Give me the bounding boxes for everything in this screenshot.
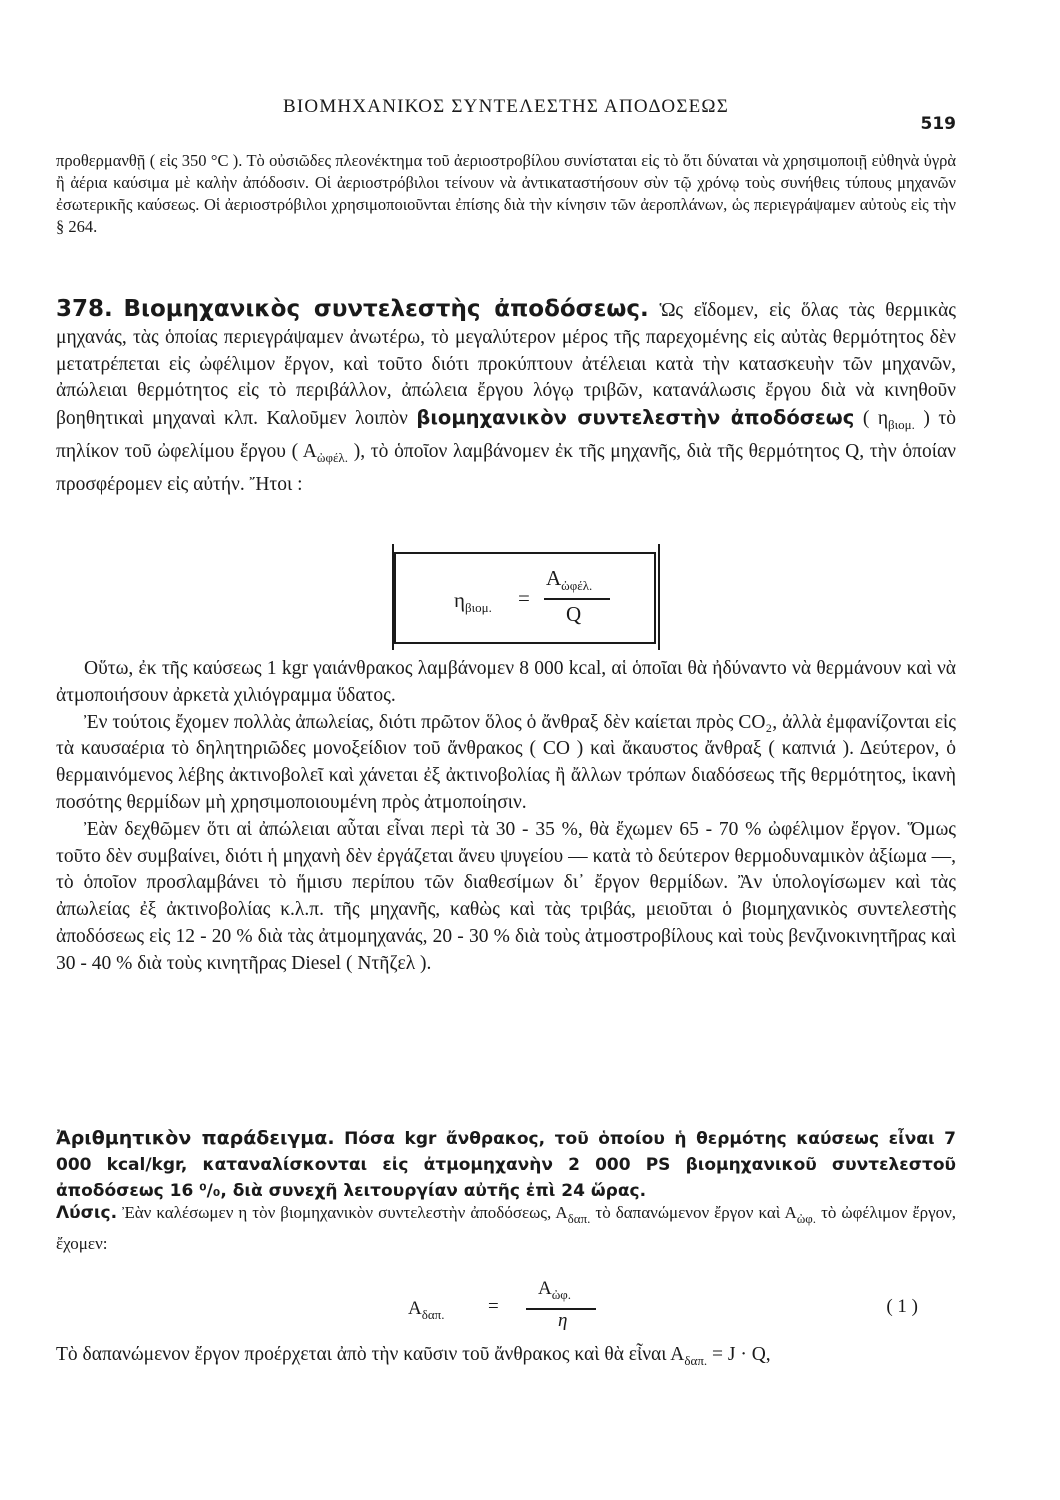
eq1-equals: =	[488, 1296, 499, 1317]
section-paragraph	[56, 296, 956, 499]
solution	[56, 1200, 956, 1256]
final-text: Τὸ δαπανώμενον ἔργον προέρχεται ἀπὸ τὴν καῦσιν τοῦ ἄνθρακος καὶ θὰ εἶναι $A_{\delta\alpha\pi.} = J \cdot Q$,	[56, 1344, 771, 1368]
eq1-lhs: $A_{\delta\alpha\pi.}$	[408, 1298, 445, 1322]
solution-label: Λύσις.	[56, 1203, 118, 1223]
section-text-a: Ὡς εἴδομεν, εἰς ὅλας τὰς θερμικὰς μηχανάς, τὰς ὁποίας περιεγράψαμεν ἀνωτέρω, τὸ μεγαλύτερον μέρος τῆς παρεχομένης εἰς αὐτὰς θερμότητος δὲν μετατρέπεται εἰς ὠφέλιμον ἔργον, καὶ τοῦτο διότι προκύπτουν ἀτέλειαι κατὰ τὴν κατασκευὴν τῶν μηχανῶν, ἀπώλειαι θερμότητος εἰς τὸ περιβάλλον, ἀπώλεια ἔργου λόγῳ τριβῶν, κατανάλωσις ἔργου διὰ νὰ κινηθοῦν βοηθητικαὶ μηχαναὶ κλπ. Καλοῦμεν λοιπὸν	[56, 300, 957, 430]
page-number: 519	[920, 114, 956, 134]
body-paragraph-1: Οὕτω, ἐκ τῆς καύσεως 1 kgr γαιάνθρακος λαμβάνομεν 8 000 kcal, αἱ ὁποῖαι θὰ ἠδύναντο νὰ θερμάνουν καὶ νὰ ἀτμοποιήσουν ἀρκετὰ χιλιόγραμμα ὕδατος.	[56, 658, 956, 706]
body-text	[56, 656, 956, 978]
example-text: Πόσα kgr ἄνθρακος, τοῦ ὁποίου ἡ θερμότης καύσεως εἶναι 7 000 kcal/kgr, καταναλίσκονται εἰς ἀτμομηχανὴν 2 000 PS βιομηχανικοῦ συντελεστοῦ ἀποδόσεως 16 ⁰/₀, διὰ συνεχῆ λειτουργίαν αὐτῆς ἐπὶ 24 ὥρας.	[56, 1129, 956, 1201]
eta-subscript: βιομ.	[888, 417, 915, 433]
body-paragraph-3: Ἐὰν δεχθῶμεν ὅτι αἱ ἀπώλειαι αὗται εἶναι περὶ τὰ 30 - 35 %, θὰ ἔχωμεν 65 - 70 % ὠφέλιμον ἔργον. Ὅμως τοῦτο δὲν συμβαίνει, διότι ἡ μηχανὴ δὲν ἐργάζεται ἄνευ ψυγείου — κατὰ τὸ δεύτερον θερμοδυναμικὸν ἀξίωμα —, τὸ ὁποῖον προσλαμβάνει τὸ ἥμισυ περίπου τῶν διαθεσίμων δι᾽ ἔργον θερμίδων. Ἂν ὑπολογίσωμεν καὶ τὰς ἀπωλείας ἐξ ἀκτινοβολίας κ.λ.π. τῆς μηχανῆς, καθὼς καὶ τὰς τριβάς, μειοῦται ὁ βιομηχανικὸς συντελεστὴς ἀποδόσεως εἰς 12 - 20 % διὰ τὰς ἀτμομηχανάς, 20 - 30 % διὰ τοὺς ἀτμοστροβίλους καὶ τοὺς βενζινοκινητῆρας καὶ 30 - 40 % διὰ τοὺς κινητῆρας Diesel ( Ντῆζελ ).	[56, 818, 956, 974]
solution-text: Λύσις. Ἐὰν καλέσωμεν η τὸν βιομηχανικὸν συντελεστὴν ἀποδόσεως, $A_{\delta\alpha\pi.}$ τὸ δαπανώμενον ἔργον καὶ $A_{ὠ\varphi.}$ τὸ ὠφέλιμον ἔργον, ἔχομεν:	[56, 1203, 957, 1253]
eq1-denominator: η	[558, 1310, 568, 1331]
example-title: Ἀριθμητικὸν παράδειγμα.	[56, 1127, 335, 1149]
section-number: 378.	[56, 296, 113, 322]
section-title: Βιομηχανικὸς συντελεστὴς ἀποδόσεως.	[123, 296, 649, 322]
example-statement	[56, 1125, 956, 1204]
final-line	[56, 1342, 956, 1375]
formula-lhs: $\eta_{\beta\iota o\mu.}$	[454, 588, 492, 615]
section-text-d: ), τὸ ὁποῖον λαμβάνομεν ἐκ τῆς μηχανῆς, διὰ τῆς θερμότητος Q, τὴν ὁποίαν προσφέρομεν εἰς αὐτήν. Ἤτοι :	[56, 440, 957, 495]
a-subscript: ὠφέλ.	[316, 449, 348, 465]
intro-paragraph: προθερμανθῇ ( εἰς 350 °C ). Τὸ οὐσιῶδες πλεονέκτημα τοῦ ἀεριοστροβίλου συνίσταται εἰς τὸ ὅτι δύναται νὰ χρησιμοποιῇ εὐθηνὰ ὑγρὰ ἢ ἀέρια καύσιμα μὲ καλὴν ἀπόδοσιν. Οἱ ἀεριοστρόβιλοι τείνουν νὰ ἀντικαταστήσουν σὺν τῷ χρόνῳ τοὺς συνήθεις τύπους μηχανῶν ἐσωτερικῆς καύσεως. Οἱ ἀεριοστρόβιλοι χρησιμοποιοῦνται ἐπίσης διὰ τὴν κίνησιν τῶν ἀεροπλάνων, ὡς περιεγράψαμεν αὐτοὺς εἰς τὴν § 264.	[56, 151, 956, 236]
formula-equals: =	[518, 586, 530, 610]
fraction-bar	[544, 598, 610, 600]
equation-1	[56, 1276, 956, 1336]
section-text-b: ( η	[862, 408, 889, 430]
efficiency-formula	[394, 552, 656, 644]
body-paragraph-2: Ἐν τούτοις ἔχομεν πολλὰς ἀπωλείας, διότι πρῶτον ὅλος ὁ ἄνθραξ δὲν καίεται πρὸς CO₂, ἀλλὰ ἐμφανίζονται εἰς τὰ καυσαέρια τὸ δηλητηριῶδες μονοξείδιον τοῦ ἄνθρακος ( CO ) καὶ ἄκαυστος ἄνθραξ ( καπνιά ). Δεύτερον, ὁ θερμαινόμενος λέβης ἀκτινοβολεῖ καὶ χάνεται ἐξ ἀκτινοβολίας ἢ ἄλλων τρόπων διαδόσεως τῆς θερμότητος, ἱκανὴ ποσότης θερμίδων μὴ χρησιμοποιουμένη πρὸς ἀτμοποίησιν.	[56, 711, 956, 813]
section-text-c: ) τὸ πηλίκον τοῦ ὠφελίμου ἔργου ( Α	[56, 408, 957, 462]
equation-number: ( 1 )	[886, 1296, 918, 1317]
section-term: βιομηχανικὸν συντελεστὴν ἀποδόσεως	[416, 406, 855, 430]
formula-numerator: $A_{ὠ\varphi έ\lambda.}$	[546, 566, 593, 593]
formula-denominator: Q	[566, 602, 582, 626]
section-378	[56, 296, 956, 499]
running-title: ΒΙΟΜΗΧΑΝΙΚΟΣ ΣΥΝΤΕΛΕΣΤΗΣ ΑΠΟΔΟΣΕΩΣ	[283, 96, 729, 117]
eq1-numerator: $A_{ὠ\varphi.}$	[538, 1278, 572, 1302]
